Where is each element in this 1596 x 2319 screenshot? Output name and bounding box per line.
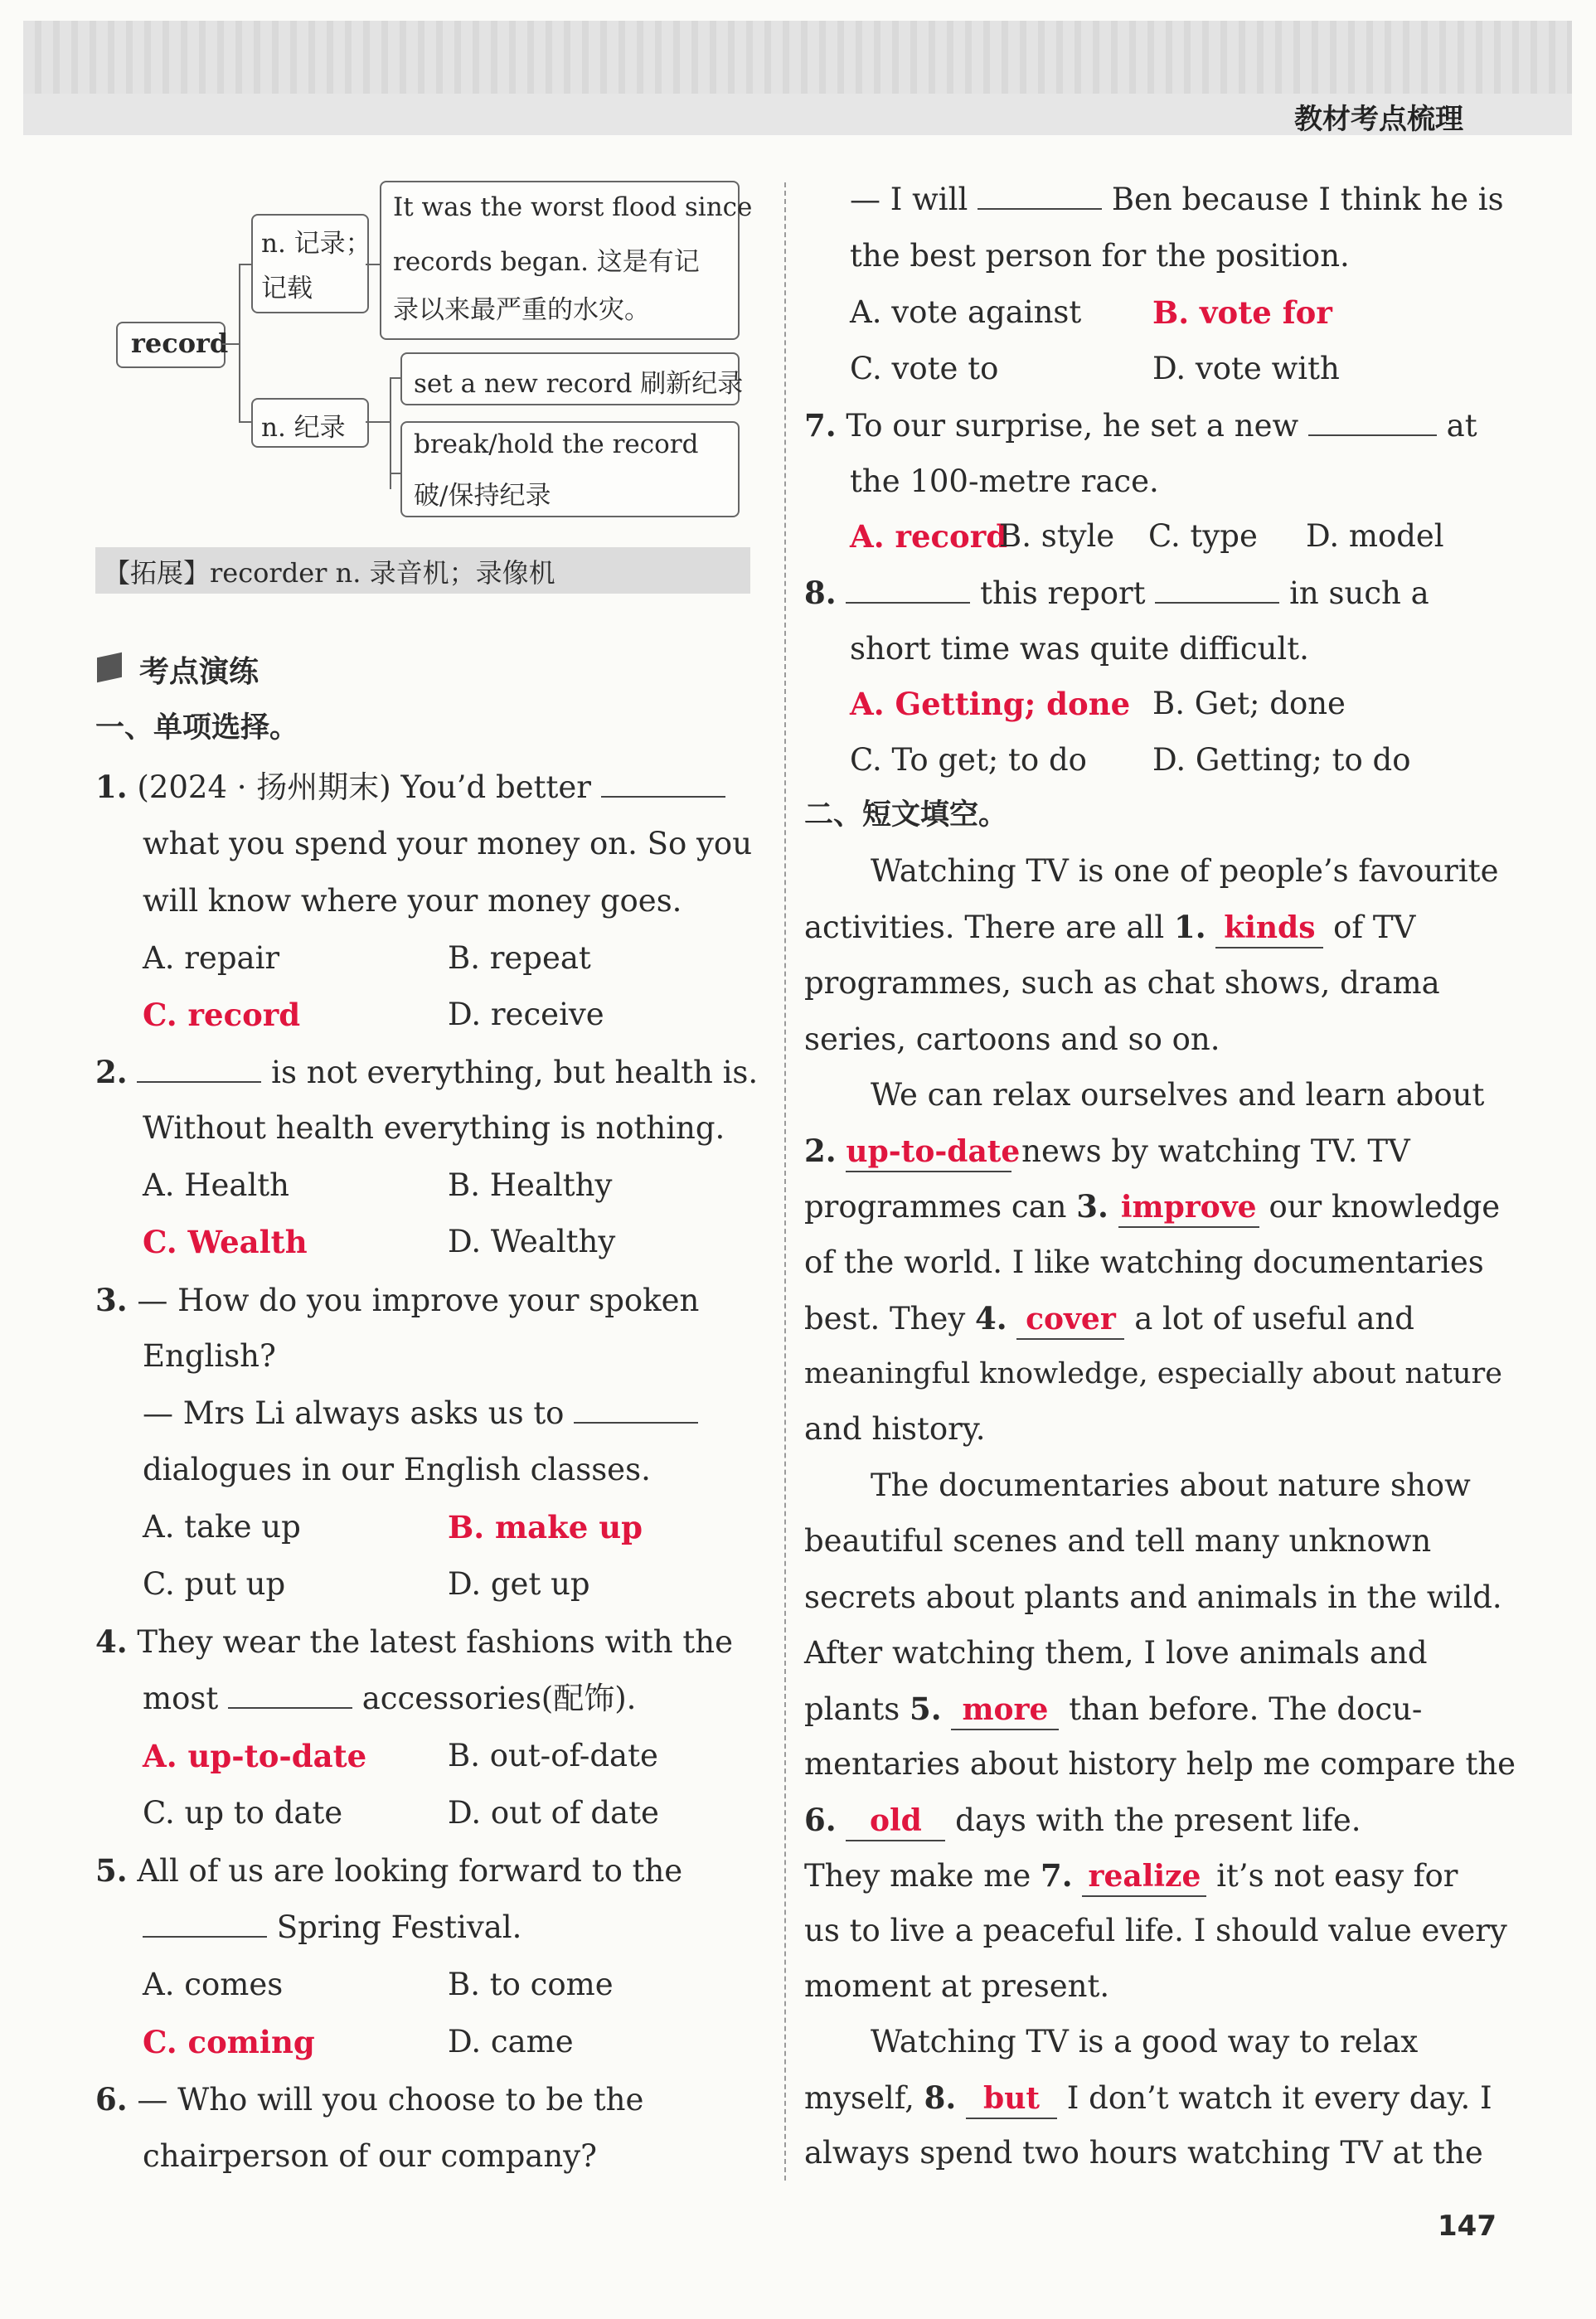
passage-text: a lot of useful and: [1134, 1301, 1414, 1337]
page-header-title: 教材考点梳理: [1294, 103, 1463, 136]
passage-line: and history.: [804, 1411, 986, 1447]
q4-option-c[interactable]: C. up to date: [143, 1795, 343, 1831]
branch1-example-line2: records began. 这是有记: [393, 247, 700, 277]
q5-num: 5.: [95, 1852, 128, 1889]
passage-text: myself,: [804, 2080, 914, 2116]
q3-option-a[interactable]: A. take up: [143, 1509, 301, 1545]
connector-vertical: [239, 264, 240, 421]
q5-line1: All of us are looking forward to the: [137, 1853, 683, 1889]
blank-number-1: 1.: [1173, 909, 1206, 945]
extension-box: [95, 547, 750, 594]
blank-number-7: 7.: [1041, 1857, 1073, 1894]
q1-line3: will know where your money goes.: [143, 883, 682, 919]
q8-blank-1[interactable]: [846, 577, 970, 604]
q7-option-b[interactable]: B. style: [999, 518, 1115, 554]
connector-b2: [239, 421, 252, 423]
q2-option-a[interactable]: A. Health: [143, 1167, 289, 1203]
q5-option-c[interactable]: C. coming: [143, 2024, 315, 2060]
q7-option-c[interactable]: C. type: [1148, 518, 1258, 554]
passage-text: activities. There are all: [804, 910, 1165, 945]
q6-num: 6.: [95, 2081, 128, 2118]
q1-option-c[interactable]: C. record: [143, 997, 301, 1033]
blank-number-8: 8.: [924, 2079, 957, 2116]
branch1-label-line2: 记载: [261, 274, 313, 303]
passage-line: mentaries about history help me compare the: [804, 1746, 1516, 1782]
connector-b1: [239, 264, 252, 265]
part1-title: 一、单项选择。: [95, 711, 299, 745]
connector-b1-example: [366, 264, 381, 265]
q7-line2: the 100-metre race.: [850, 463, 1159, 499]
blank-number-4: 4.: [975, 1300, 1007, 1337]
blank-number-6: 6.: [804, 1802, 837, 1838]
section-title: 考点演练: [139, 655, 260, 689]
passage-line: series, cartoons and so on.: [804, 1021, 1220, 1057]
q6-line1: — Who will you choose to be the: [137, 2082, 644, 2118]
answer-1[interactable]: kinds: [1215, 909, 1323, 948]
passage-text: days with the present life.: [955, 1802, 1361, 1838]
q3-line2: English?: [143, 1338, 276, 1374]
q4-num: 4.: [95, 1623, 128, 1660]
answer-3[interactable]: improve: [1118, 1188, 1259, 1228]
q8-option-a[interactable]: A. Getting; done: [850, 686, 1131, 722]
q3-line4: dialogues in our English classes.: [143, 1452, 651, 1487]
q5-blank[interactable]: [143, 1911, 267, 1938]
q4-option-b[interactable]: B. out-of-date: [448, 1738, 658, 1773]
q8-line2: short time was quite difficult.: [850, 631, 1309, 667]
branch2-label: n. 纪录: [261, 413, 346, 443]
q3-option-b[interactable]: B. make up: [448, 1509, 643, 1545]
passage-line: We can relax ourselves and learn about: [871, 1077, 1485, 1113]
q3-num: 3.: [95, 1282, 128, 1318]
branch1-example-line3: 录以来最严重的水灾。: [393, 295, 650, 325]
q6-line3b: Ben because I think he is: [1111, 182, 1504, 217]
connector-b2-item1: [390, 377, 401, 379]
branch2-item2-line1: break/hold the record: [414, 429, 699, 459]
passage-text: it’s not easy for: [1216, 1858, 1458, 1894]
passage-line: The documentaries about nature show: [871, 1468, 1471, 1503]
passage-line: always spend two hours watching TV at the: [804, 2135, 1483, 2171]
mindmap-branch2-item1: [400, 352, 744, 405]
mindmap-branch2-label: [251, 398, 369, 448]
q7-option-d[interactable]: D. model: [1306, 518, 1444, 554]
passage-text: I don’t watch it every day. I: [1066, 2080, 1492, 2116]
q3-line1: — How do you improve your spoken: [137, 1283, 700, 1318]
branch2-item1-text: set a new record 刷新纪录: [414, 369, 744, 399]
q4-option-a[interactable]: A. up-to-date: [143, 1738, 367, 1774]
passage-line: beautiful scenes and tell many unknown: [804, 1523, 1432, 1559]
q8-line1b: this report: [980, 575, 1146, 611]
passage-line: us to live a peaceful life. I should value every: [804, 1913, 1507, 1948]
q1-line1: (2024 · 扬州期末) You’d better: [137, 769, 591, 805]
q6-line4: the best person for the position.: [850, 238, 1350, 274]
branch1-example-line1: It was the worst flood since: [393, 192, 753, 222]
q6-option-b[interactable]: B. vote for: [1152, 294, 1332, 331]
q4-blank[interactable]: [228, 1682, 352, 1709]
q8-option-d[interactable]: D. Getting; to do: [1152, 742, 1411, 778]
answer-7[interactable]: realize: [1082, 1857, 1206, 1897]
mindmap-root-label: record: [131, 327, 229, 359]
q6-option-a[interactable]: A. vote against: [850, 294, 1082, 330]
q5-option-b[interactable]: B. to come: [448, 1967, 614, 2002]
q3-blank[interactable]: [574, 1397, 698, 1424]
passage-text: best. They: [804, 1301, 966, 1337]
q1-option-a[interactable]: A. repair: [143, 940, 280, 976]
mindmap-branch1-example: [380, 181, 753, 340]
q8-option-b[interactable]: B. Get; done: [1152, 686, 1346, 721]
q7-option-a[interactable]: A. record: [850, 518, 1008, 555]
branch1-label-line1: n. 记录；: [261, 229, 371, 259]
q8-blank-2[interactable]: [1155, 577, 1279, 604]
answer-5[interactable]: more: [951, 1691, 1059, 1730]
q4-line1: They wear the latest fashions with the: [137, 1624, 733, 1660]
passage-line: programmes, such as chat shows, drama: [804, 965, 1440, 1001]
q3-line3: — Mrs Li always asks us to: [143, 1395, 565, 1431]
mindmap-root: [116, 322, 229, 368]
q5-line2: Spring Festival.: [276, 1909, 522, 1945]
q4-line2b: accessories(配饰).: [361, 1681, 637, 1716]
q1-line2: what you spend your money on. So you: [143, 826, 753, 861]
passage-line: After watching them, I love animals and: [804, 1635, 1428, 1671]
passage-text: programmes can: [804, 1189, 1067, 1225]
passage-text: than before. The docu-: [1069, 1691, 1423, 1727]
q2-line1: is not everything, but health is.: [271, 1055, 759, 1090]
q8-option-c[interactable]: C. To get; to do: [850, 742, 1087, 778]
blank-number-2: 2.: [804, 1133, 837, 1169]
passage-line: Watching TV is one of people’s favourite: [871, 853, 1499, 889]
q7-line1b: at: [1446, 408, 1477, 444]
q7-line1a: To our surprise, he set a new: [846, 408, 1299, 444]
q6-option-d[interactable]: D. vote with: [1152, 351, 1340, 386]
answer-6[interactable]: old: [846, 1802, 945, 1841]
extension-text: 【拓展】recorder n. 录音机；录像机: [104, 557, 555, 589]
blank-number-5: 5.: [910, 1691, 942, 1727]
passage-line: Watching TV is a good way to relax: [871, 2024, 1419, 2059]
passage-text: news by watching TV. TV: [1021, 1133, 1410, 1169]
passage-text: They make me: [804, 1858, 1031, 1894]
q3-option-d[interactable]: D. get up: [448, 1566, 590, 1602]
q2-blank[interactable]: [137, 1056, 261, 1083]
q5-option-d[interactable]: D. came: [448, 2024, 574, 2059]
answer-4[interactable]: cover: [1016, 1300, 1124, 1340]
q6-line3a: — I will: [850, 182, 968, 217]
answer-2[interactable]: up-to-date: [846, 1133, 1011, 1172]
q3-option-c[interactable]: C. put up: [143, 1566, 286, 1602]
q7-num: 7.: [804, 407, 837, 444]
q2-option-b[interactable]: B. Healthy: [448, 1167, 613, 1203]
answer-8[interactable]: but: [966, 2079, 1057, 2119]
passage-line: of the world. I like watching documentaries: [804, 1244, 1484, 1280]
q1-num: 1.: [95, 769, 128, 805]
q1-blank[interactable]: [601, 771, 725, 798]
q2-line2: Without health everything is nothing.: [143, 1110, 725, 1146]
connector-root: [222, 343, 239, 345]
q8-line1c: in such a: [1289, 575, 1429, 611]
connector-b2-stub: [366, 421, 390, 423]
part2-title: 二、短文填空。: [804, 798, 1008, 832]
column-divider: [784, 182, 786, 2181]
passage-line: meaningful knowledge, especially about nature: [804, 1357, 1502, 1390]
passage-text: our knowledge: [1269, 1189, 1501, 1225]
page-number: 147: [1438, 2210, 1497, 2243]
q2-option-c[interactable]: C. Wealth: [143, 1224, 308, 1260]
q2-option-d[interactable]: D. Wealthy: [448, 1224, 616, 1259]
connector-b2-item2: [390, 473, 401, 474]
q4-option-d[interactable]: D. out of date: [448, 1795, 659, 1831]
branch2-item2-line2: 破/保持纪录: [414, 481, 551, 511]
q8-num: 8.: [804, 575, 837, 611]
q2-num: 2.: [95, 1054, 128, 1090]
passage-line: moment at present.: [804, 1968, 1110, 2004]
q5-option-a[interactable]: A. comes: [143, 1967, 284, 2002]
q1-option-d[interactable]: D. receive: [448, 997, 604, 1032]
q6-option-c[interactable]: C. vote to: [850, 351, 999, 386]
q6-blank[interactable]: [977, 183, 1102, 210]
blank-number-3: 3.: [1076, 1188, 1108, 1225]
mindmap-branch2-item2: [400, 421, 740, 517]
passage-text: plants: [804, 1691, 900, 1727]
mindmap-branch1-label: [251, 214, 369, 313]
passage-line: secrets about plants and animals in the wild.: [804, 1579, 1502, 1615]
q4-line2a: most: [143, 1681, 219, 1716]
q1-option-b[interactable]: B. repeat: [448, 940, 591, 976]
section-cube-icon: [97, 653, 122, 682]
passage-text: of TV: [1333, 910, 1416, 945]
q7-blank[interactable]: [1308, 410, 1437, 436]
q6-line2: chairperson of our company?: [143, 2138, 597, 2174]
